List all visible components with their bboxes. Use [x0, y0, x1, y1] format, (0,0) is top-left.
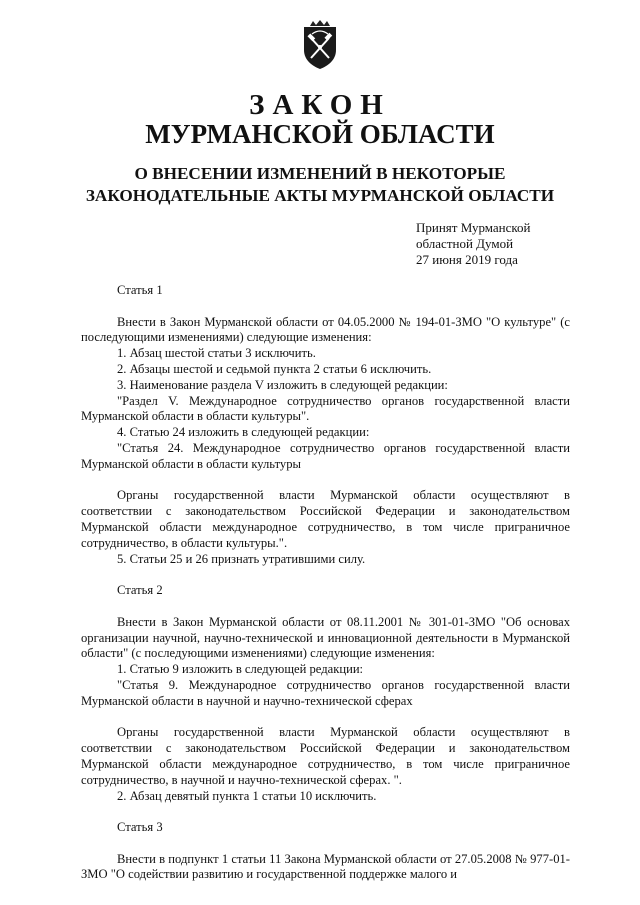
article-1-item-4-quote: "Статья 24. Международное сотрудничество органов государственной власти Мурманской области в области культуры [81, 440, 570, 471]
article-1-heading: Статья 1 [117, 283, 163, 297]
article-2-item-1-body: Органы государственной власти Мурманской области осуществляют в соответствии с законодательством Российской Федерации и законодательством Мурманской области международное сотрудничество, в том числе приграничное сотрудничество, в научной и научно-технической сферах. ". [81, 725, 570, 787]
article-1-item-1: 1. Абзац шестой статьи 3 исключить. [117, 346, 316, 361]
article-2-item-1-quote: "Статья 9. Международное сотрудничество органов государственной власти Мурманской области в научной и научно-технической сферах [81, 677, 570, 708]
adoption-note [416, 220, 616, 268]
adoption-line-1: Принят Мурманской [416, 220, 531, 235]
adoption-line-2: областной Думой [416, 236, 514, 251]
law-title: ЗАКОН [249, 89, 391, 121]
law-body [81, 283, 570, 883]
article-1-item-3: 3. Наименование раздела V изложить в следующей редакции: [117, 377, 448, 392]
article-1-item-5: 5. Статьи 25 и 26 признать утратившими силу. [117, 551, 366, 566]
law-region-title: МУРМАНСКОЙ ОБЛАСТИ [145, 119, 495, 149]
article-1-item-2: 2. Абзацы шестой и седьмой пункта 2 статьи 6 исключить. [117, 361, 432, 376]
murmansk-coat-of-arms-icon [298, 20, 342, 70]
article-2-item-2: 2. Абзац девятый пункта 1 статьи 10 исключить. [117, 788, 377, 803]
article-3-heading: Статья 3 [117, 820, 163, 835]
law-subtitle [0, 163, 640, 207]
subtitle-line-1: О ВНЕСЕНИИ ИЗМЕНЕНИЙ В НЕКОТОРЫЕ [134, 164, 506, 183]
article-1-item-4-body: Органы государственной власти Мурманской области осуществляют в соответствии с законодательством Российской Федерации и законодательством Мурманской области международное сотрудничество, в том числе приграничное сотрудничество, в области культуры.". [81, 488, 570, 550]
article-1-item-3-quote: "Раздел V. Международное сотрудничество органов государственной власти Мурманской области в области культуры". [81, 393, 570, 424]
adoption-date: 27 июня 2019 года [416, 252, 518, 267]
article-3-intro: Внести в подпункт 1 статьи 11 Закона Мурманской области от 27.05.2008 № 977-01-ЗМО "О содействии развитию и государственной поддержке малого и [81, 851, 570, 882]
article-2-intro: Внести в Закон Мурманской области от 08.11.2001 № 301-01-ЗМО "Об основах организации научной, научно-технической и инновационной деятельности в Мурманской области" (с последующими изменениями) следующие изменения: [81, 614, 570, 661]
subtitle-line-2: ЗАКОНОДАТЕЛЬНЫЕ АКТЫ МУРМАНСКОЙ ОБЛАСТИ [85, 186, 555, 205]
article-1-intro: Внести в Закон Мурманской области от 04.05.2000 № 194-01-ЗМО "О культуре" (с последующими изменениями) следующие изменения: [81, 314, 570, 345]
article-1-item-4: 4. Статью 24 изложить в следующей редакции: [117, 425, 370, 440]
article-2-heading: Статья 2 [117, 583, 163, 598]
article-2-item-1: 1. Статью 9 изложить в следующей редакции: [117, 662, 364, 677]
